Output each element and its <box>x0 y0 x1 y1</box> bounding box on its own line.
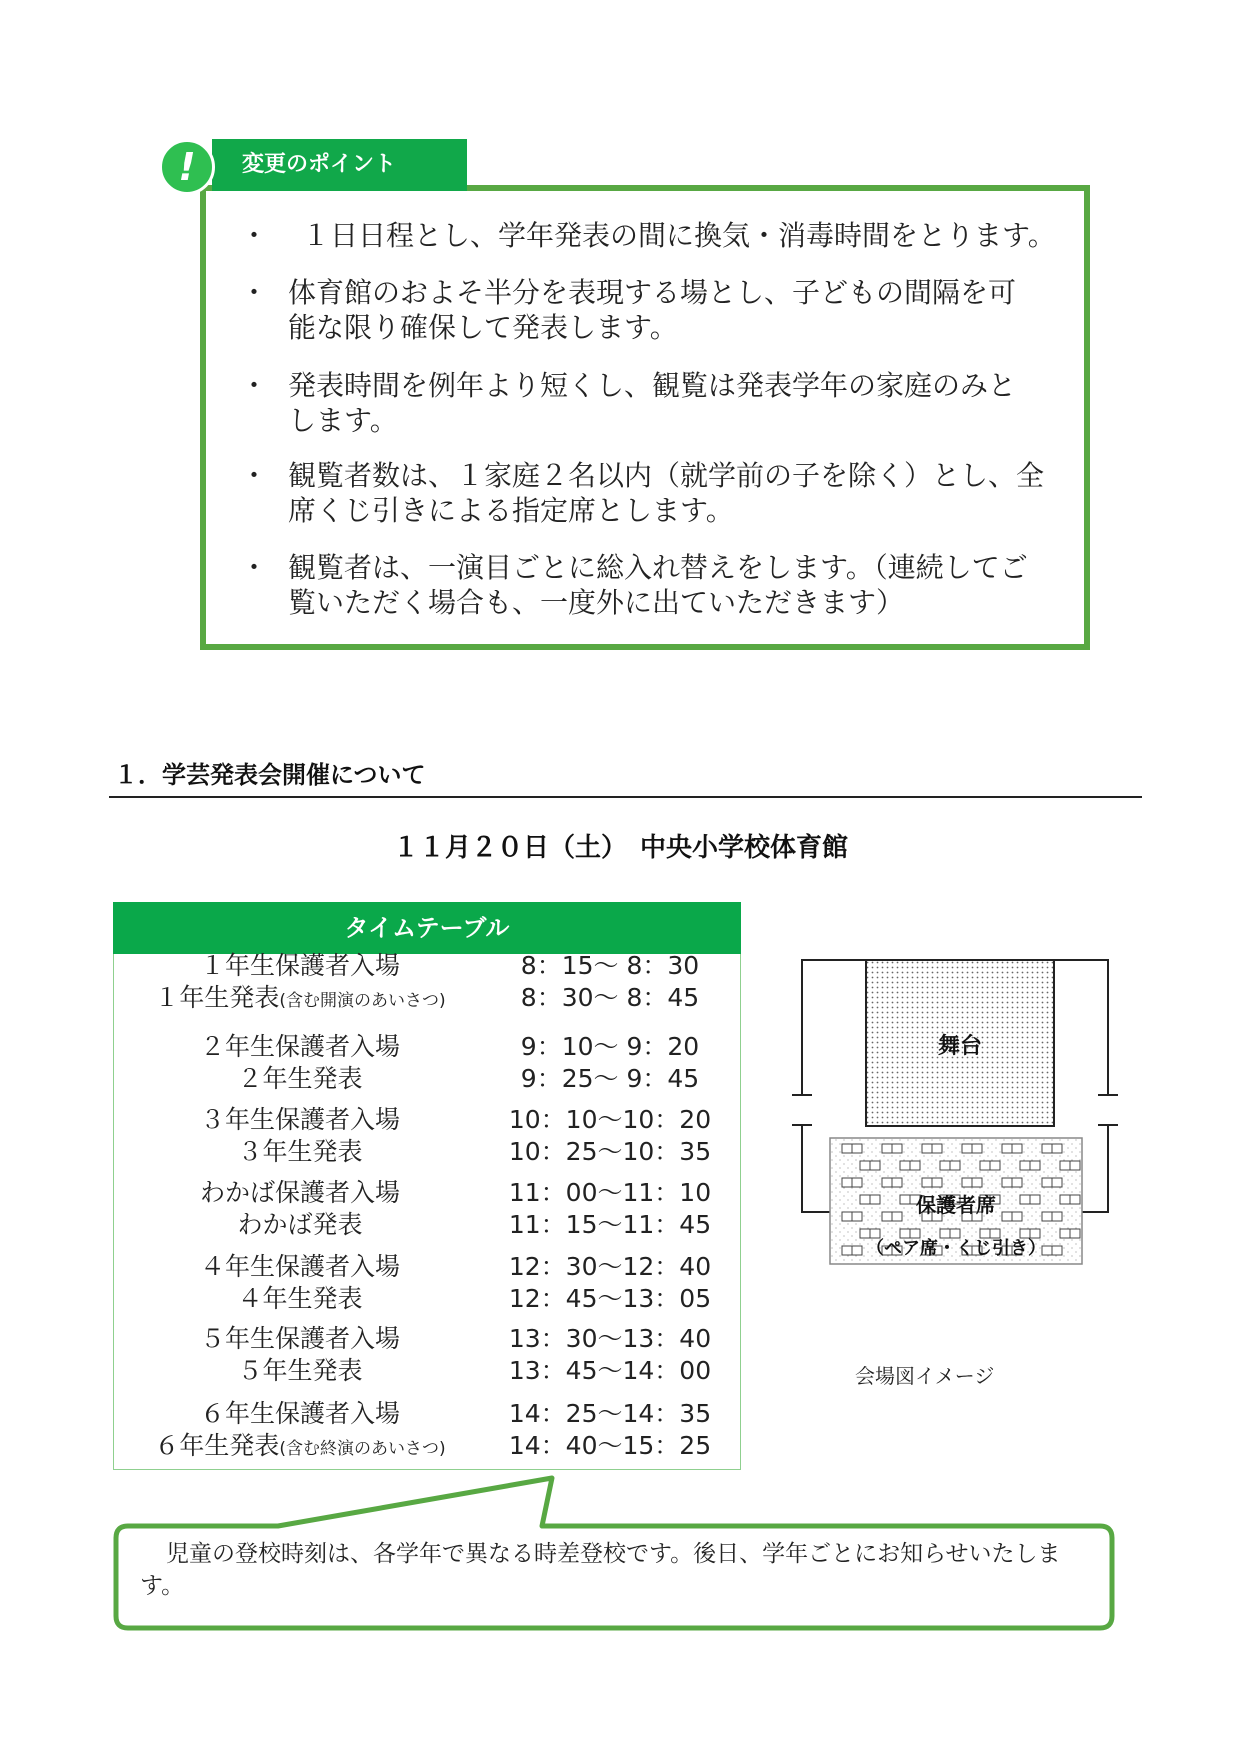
timetable-time: 14：25～14：35 <box>508 1399 712 1428</box>
hall-diagram <box>790 950 1130 1350</box>
timetable-event: ２年生保護者入場 <box>199 1032 400 1061</box>
section-title: １．学芸発表会開催について <box>114 761 426 789</box>
seat-pair <box>1042 1144 1062 1153</box>
timetable-event: ６年生保護者入場 <box>199 1399 400 1428</box>
seat-pair <box>1042 1178 1062 1187</box>
timetable-row-label <box>113 1063 487 1095</box>
seat-pair <box>940 1229 960 1238</box>
timetable-time: 11：15～11：45 <box>508 1210 712 1239</box>
change-point-text-line: １日日程とし、学年発表の間に換気・消毒時間をとります。 <box>302 219 1056 252</box>
change-point-text-line: 観覧者数は、１家庭２名以内（就学前の子を除く）とし、全 <box>288 459 1045 492</box>
timetable-event: ４年生発表 <box>237 1284 363 1313</box>
seat-pair <box>980 1161 1000 1170</box>
timetable-row-label <box>113 1136 487 1168</box>
change-point-text-line: 能な限り確保して発表します。 <box>288 311 678 344</box>
seat-pair <box>962 1144 982 1153</box>
seat-pair <box>922 1178 942 1187</box>
seat-pair <box>962 1178 982 1187</box>
seat-pair <box>1002 1144 1022 1153</box>
timetable-row-label <box>113 982 487 1017</box>
section-divider <box>109 796 1142 798</box>
seat-pair <box>860 1195 880 1204</box>
seat-pair <box>1042 1212 1062 1221</box>
timetable-row-label <box>113 1398 487 1430</box>
seat-pair <box>882 1144 902 1153</box>
timetable-row-label <box>113 1355 487 1387</box>
seats-sublabel: （ペア席・くじ引き） <box>866 1238 1046 1259</box>
seat-pair <box>900 1229 920 1238</box>
seat-pair <box>1060 1161 1080 1170</box>
timetable-event: ３年生保護者入場 <box>199 1105 400 1134</box>
seat-pair <box>842 1212 862 1221</box>
timetable-time: 9：10～ 9：20 <box>520 1032 700 1061</box>
timetable-row-label <box>113 1209 487 1241</box>
change-point-text-line: します。 <box>288 404 398 437</box>
exclamation-icon: ! <box>159 139 215 195</box>
timetable-row-label <box>113 1251 487 1283</box>
seat-pair <box>1020 1229 1040 1238</box>
seat-pair <box>1060 1229 1080 1238</box>
bullet-marker: ・ <box>240 276 269 309</box>
change-points-label: 変更のポイント <box>242 152 397 177</box>
timetable-row-label <box>113 1283 487 1315</box>
bullet-marker: ・ <box>240 369 269 402</box>
change-point-text-line: 覧いただく場合も、一度外に出ていただきます） <box>288 586 905 619</box>
timetable-event: １年生保護者入場 <box>199 951 400 980</box>
timetable-row-label <box>113 1104 487 1136</box>
seat-pair <box>842 1144 862 1153</box>
seat-pair <box>1002 1178 1022 1187</box>
timetable-row-label <box>113 1430 487 1465</box>
timetable-time: 11：00～11：10 <box>508 1178 712 1207</box>
seat-pair <box>882 1178 902 1187</box>
seat-pair <box>922 1144 942 1153</box>
timetable-time: 12：45～13：05 <box>508 1284 712 1313</box>
seat-pair <box>882 1212 902 1221</box>
timetable-time: 13：45～14：00 <box>508 1356 712 1385</box>
seat-pair <box>1020 1161 1040 1170</box>
timetable-time: 9：25～ 9：45 <box>520 1064 700 1093</box>
seat-pair <box>860 1229 880 1238</box>
seat-pair <box>1002 1212 1022 1221</box>
timetable-time: 8：30～ 8：45 <box>520 983 700 1012</box>
timetable-time: 10：10～10：20 <box>508 1105 712 1134</box>
timetable-time: 8：15～ 8：30 <box>520 951 700 980</box>
timetable-time: 10：25～10：35 <box>508 1137 712 1166</box>
timetable-row-label <box>113 1177 487 1209</box>
timetable-event: ５年生保護者入場 <box>199 1324 400 1353</box>
seat-pair <box>900 1161 920 1170</box>
timetable-row-label <box>113 950 487 982</box>
seat-pair <box>940 1161 960 1170</box>
stage-label: 舞台 <box>937 1034 983 1059</box>
seat-pair <box>842 1178 862 1187</box>
timetable-event: １年生発表 <box>154 983 280 1012</box>
timetable-event: ４年生保護者入場 <box>199 1252 400 1281</box>
bullet-marker: ・ <box>240 219 269 252</box>
timetable-row-label <box>113 1031 487 1063</box>
hall-caption: 会場図イメージ <box>855 1364 995 1388</box>
event-date-venue: １１月２０日（土） 中央小学校体育館 <box>392 833 848 863</box>
callout-text: 児童の登校時刻は、各学年で異なる時差登校です。後日、学年ごとにお知らせいたします。 <box>140 1541 1061 1599</box>
timetable-event: ２年生発表 <box>237 1064 363 1093</box>
timetable-event: わかば保護者入場 <box>199 1178 400 1207</box>
timetable-event-note: (含む開演のあいさつ) <box>279 991 446 1011</box>
change-point-text-line: 席くじ引きによる指定席とします。 <box>288 494 734 527</box>
timetable-time: 13：30～13：40 <box>508 1324 712 1353</box>
timetable-row-label <box>113 1323 487 1355</box>
timetable-time: 14：40～15：25 <box>508 1431 712 1460</box>
bullet-marker: ・ <box>240 551 269 584</box>
timetable-event: わかば発表 <box>237 1210 363 1239</box>
bullet-marker: ・ <box>240 459 269 492</box>
seats-label: 保護者席 <box>916 1193 996 1217</box>
change-point-text-line: 体育館のおよそ半分を表現する場とし、子どもの間隔を可 <box>288 276 1017 309</box>
timetable-event-note: (含む終演のあいさつ) <box>279 1439 446 1459</box>
change-point-text-line: 観覧者は、一演目ごとに総入れ替えをします。（連続してご <box>288 551 1028 584</box>
timetable-event: ６年生発表 <box>154 1431 280 1460</box>
seat-pair <box>1020 1195 1040 1204</box>
seat-pair <box>860 1161 880 1170</box>
seat-pair <box>1060 1195 1080 1204</box>
timetable-time: 12：30～12：40 <box>508 1252 712 1281</box>
timetable-event: ３年生発表 <box>237 1137 363 1166</box>
timetable-event: ５年生発表 <box>237 1356 363 1385</box>
timetable-header-label: タイムテーブル <box>344 914 510 942</box>
seat-pair <box>842 1246 862 1255</box>
seat-pair <box>980 1229 1000 1238</box>
change-point-text-line: 発表時間を例年より短くし、観覧は発表学年の家庭のみと <box>288 369 1017 402</box>
